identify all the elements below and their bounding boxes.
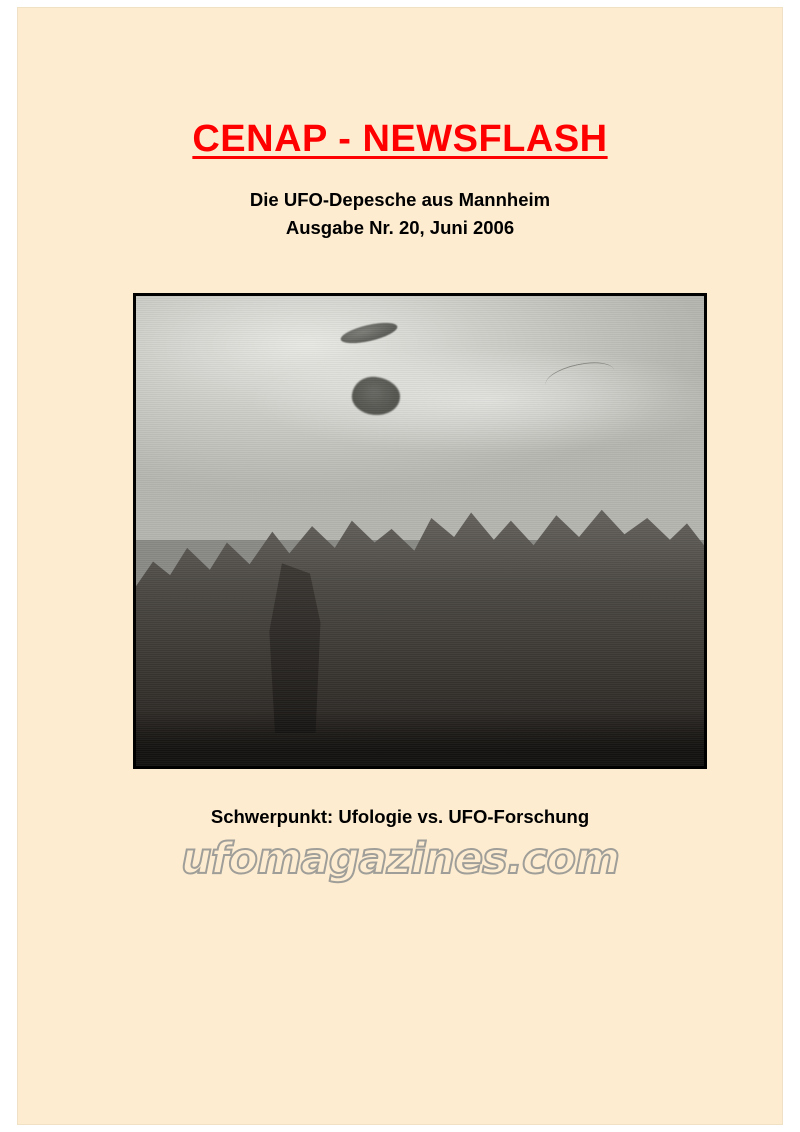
subtitle-block: [18, 186, 782, 242]
watermark: ufomagazines.com: [181, 834, 619, 884]
ufo-disc-object-icon: [339, 319, 399, 348]
subtitle-line-2: Ausgabe Nr. 20, Juni 2006: [285, 217, 515, 239]
cover-photo: [133, 293, 707, 769]
cover-caption: Schwerpunkt: Ufologie vs. UFO-Forschung: [210, 806, 590, 827]
photo-sky-haze: [133, 345, 707, 455]
page-title: CENAP - NEWSFLASH: [192, 118, 608, 160]
magazine-cover-page: [18, 8, 782, 1124]
photo-foreground-shadow: [136, 711, 704, 766]
subtitle-line-1: Die UFO-Depesche aus Mannheim: [249, 189, 551, 210]
photo-terrain: [136, 493, 704, 766]
